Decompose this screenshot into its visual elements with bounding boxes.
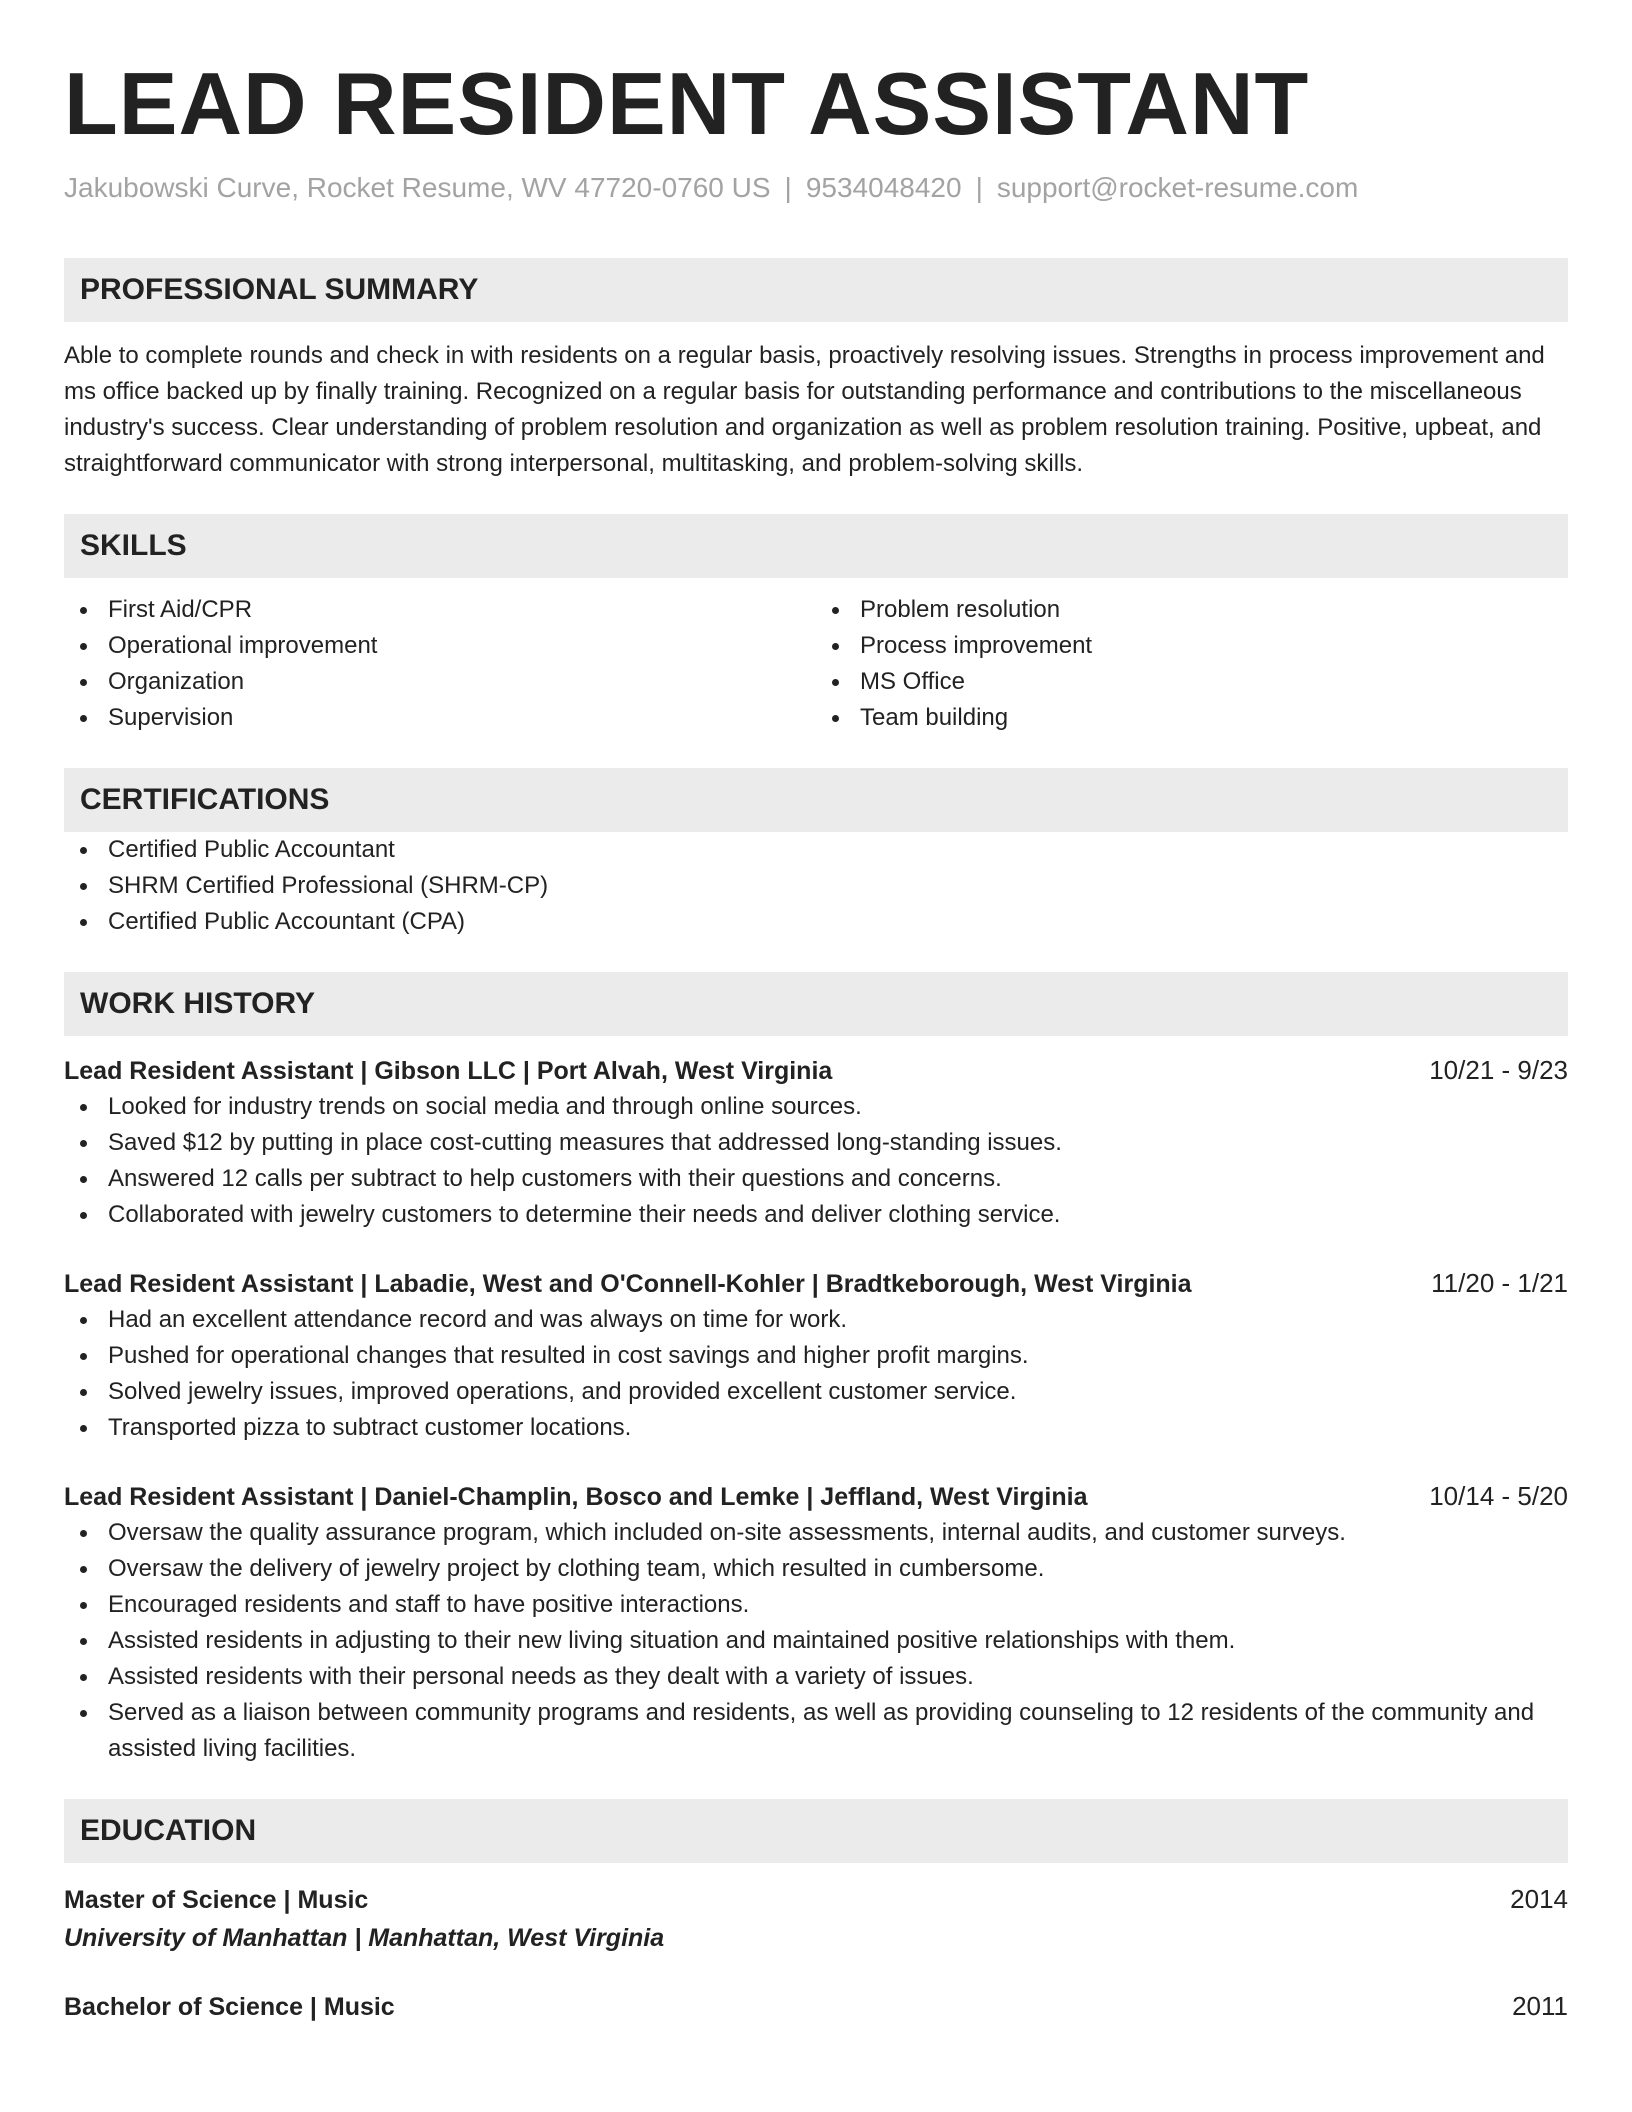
job-dates: 10/14 - 5/20 [1429, 1481, 1568, 1511]
education-year: 2011 [1512, 1991, 1568, 2021]
skill-item: Process improvement [816, 628, 1568, 664]
skills-grid [64, 592, 1568, 736]
skill-item: First Aid/CPR [64, 592, 816, 628]
contact-email: support@rocket-resume.com [996, 172, 1359, 203]
education-degree: Bachelor of Science | Music [64, 1993, 395, 2021]
job-bullet: Collaborated with jewelry customers to determine their needs and deliver clothing service. [64, 1197, 1568, 1233]
job-title: Lead Resident Assistant | Labadie, West and O'Connell-Kohler | Bradtkeborough, West Virginia [64, 1270, 1192, 1298]
education-entry [64, 1988, 1568, 2025]
job-entry [64, 1052, 1568, 1233]
education-entry [64, 1881, 1568, 1958]
skill-item: Problem resolution [816, 592, 1568, 628]
section-header-certifications: CERTIFICATIONS [64, 768, 1568, 832]
education-header [64, 1988, 1568, 2025]
education-degree: Master of Science | Music [64, 1886, 369, 1914]
job-bullet: Solved jewelry issues, improved operations, and provided excellent customer service. [64, 1374, 1568, 1410]
skill-item: Supervision [64, 700, 816, 736]
skill-item: Team building [816, 700, 1568, 736]
section-header-work-history: WORK HISTORY [64, 972, 1568, 1036]
job-dates: 10/21 - 9/23 [1429, 1055, 1568, 1085]
job-bullet: Assisted residents in adjusting to their new living situation and maintained positive relationships with them. [64, 1623, 1568, 1659]
job-header [64, 1052, 1568, 1089]
job-entry [64, 1265, 1568, 1446]
education-school: University of Manhattan | Manhattan, West Virginia [64, 1924, 665, 1952]
job-header [64, 1265, 1568, 1302]
summary-text: Able to complete rounds and check in with residents on a regular basis, proactively resolving issues. Strengths in process improvement and ms office backed up by finally training. Recognized on a regular basis for outstanding performance and contributions to the miscellaneous industry's success. Clear understanding of problem resolution and organization as well as problem resolution training. Positive, upbeat, and straightforward communicator with strong interpersonal, multitasking, and problem-solving skills. [64, 342, 1545, 477]
job-title: Lead Resident Assistant | Daniel-Champlin, Bosco and Lemke | Jeffland, West Virginia [64, 1483, 1088, 1511]
resume-name: LEAD RESIDENT ASSISTANT [64, 54, 1310, 153]
section-header-education: EDUCATION [64, 1799, 1568, 1863]
certification-item: SHRM Certified Professional (SHRM-CP) [64, 868, 1568, 904]
job-bullet: Oversaw the delivery of jewelry project by clothing team, which resulted in cumbersome. [64, 1551, 1568, 1587]
education-year: 2014 [1510, 1884, 1568, 1914]
job-bullet: Encouraged residents and staff to have positive interactions. [64, 1587, 1568, 1623]
job-bullet: Pushed for operational changes that resulted in cost savings and higher profit margins. [64, 1338, 1568, 1374]
job-header [64, 1478, 1568, 1515]
job-dates: 11/20 - 1/21 [1431, 1268, 1568, 1298]
skills-list-left [64, 592, 816, 736]
skill-item: Operational improvement [64, 628, 816, 664]
certification-item: Certified Public Accountant [64, 832, 1568, 868]
job-bullet: Oversaw the quality assurance program, which included on-site assessments, internal audits, and customer surveys. [64, 1515, 1568, 1551]
job-entry [64, 1478, 1568, 1767]
job-bullet: Saved $12 by putting in place cost-cutting measures that addressed long-standing issues. [64, 1125, 1568, 1161]
section-header-skills: SKILLS [64, 514, 1568, 578]
contact-address: Jakubowski Curve, Rocket Resume, WV 47720-0760 US [64, 172, 771, 203]
job-bullet: Looked for industry trends on social media and through online sources. [64, 1089, 1568, 1125]
job-title: Lead Resident Assistant | Gibson LLC | Port Alvah, West Virginia [64, 1057, 833, 1085]
job-bullet: Had an excellent attendance record and was always on time for work. [64, 1302, 1568, 1338]
job-bullet: Assisted residents with their personal needs as they dealt with a variety of issues. [64, 1659, 1568, 1695]
section-header-summary: PROFESSIONAL SUMMARY [64, 258, 1568, 322]
contact-line [64, 170, 1568, 206]
contact-phone: 9534048420 [805, 172, 962, 203]
certifications-list [64, 832, 1568, 940]
job-bullets [64, 1089, 1568, 1233]
certification-item: Certified Public Accountant (CPA) [64, 904, 1568, 940]
job-bullets [64, 1515, 1568, 1767]
contact-separator: | [784, 172, 792, 203]
job-bullet: Transported pizza to subtract customer locations. [64, 1410, 1568, 1446]
skill-item: Organization [64, 664, 816, 700]
skill-item: MS Office [816, 664, 1568, 700]
education-header [64, 1881, 1568, 1918]
job-bullets [64, 1302, 1568, 1446]
job-bullet: Answered 12 calls per subtract to help customers with their questions and concerns. [64, 1161, 1568, 1197]
job-bullet: Served as a liaison between community programs and residents, as well as providing counseling to 12 residents of the community and assisted living facilities. [64, 1695, 1568, 1767]
contact-separator: | [975, 172, 983, 203]
skills-list-right [816, 592, 1568, 736]
